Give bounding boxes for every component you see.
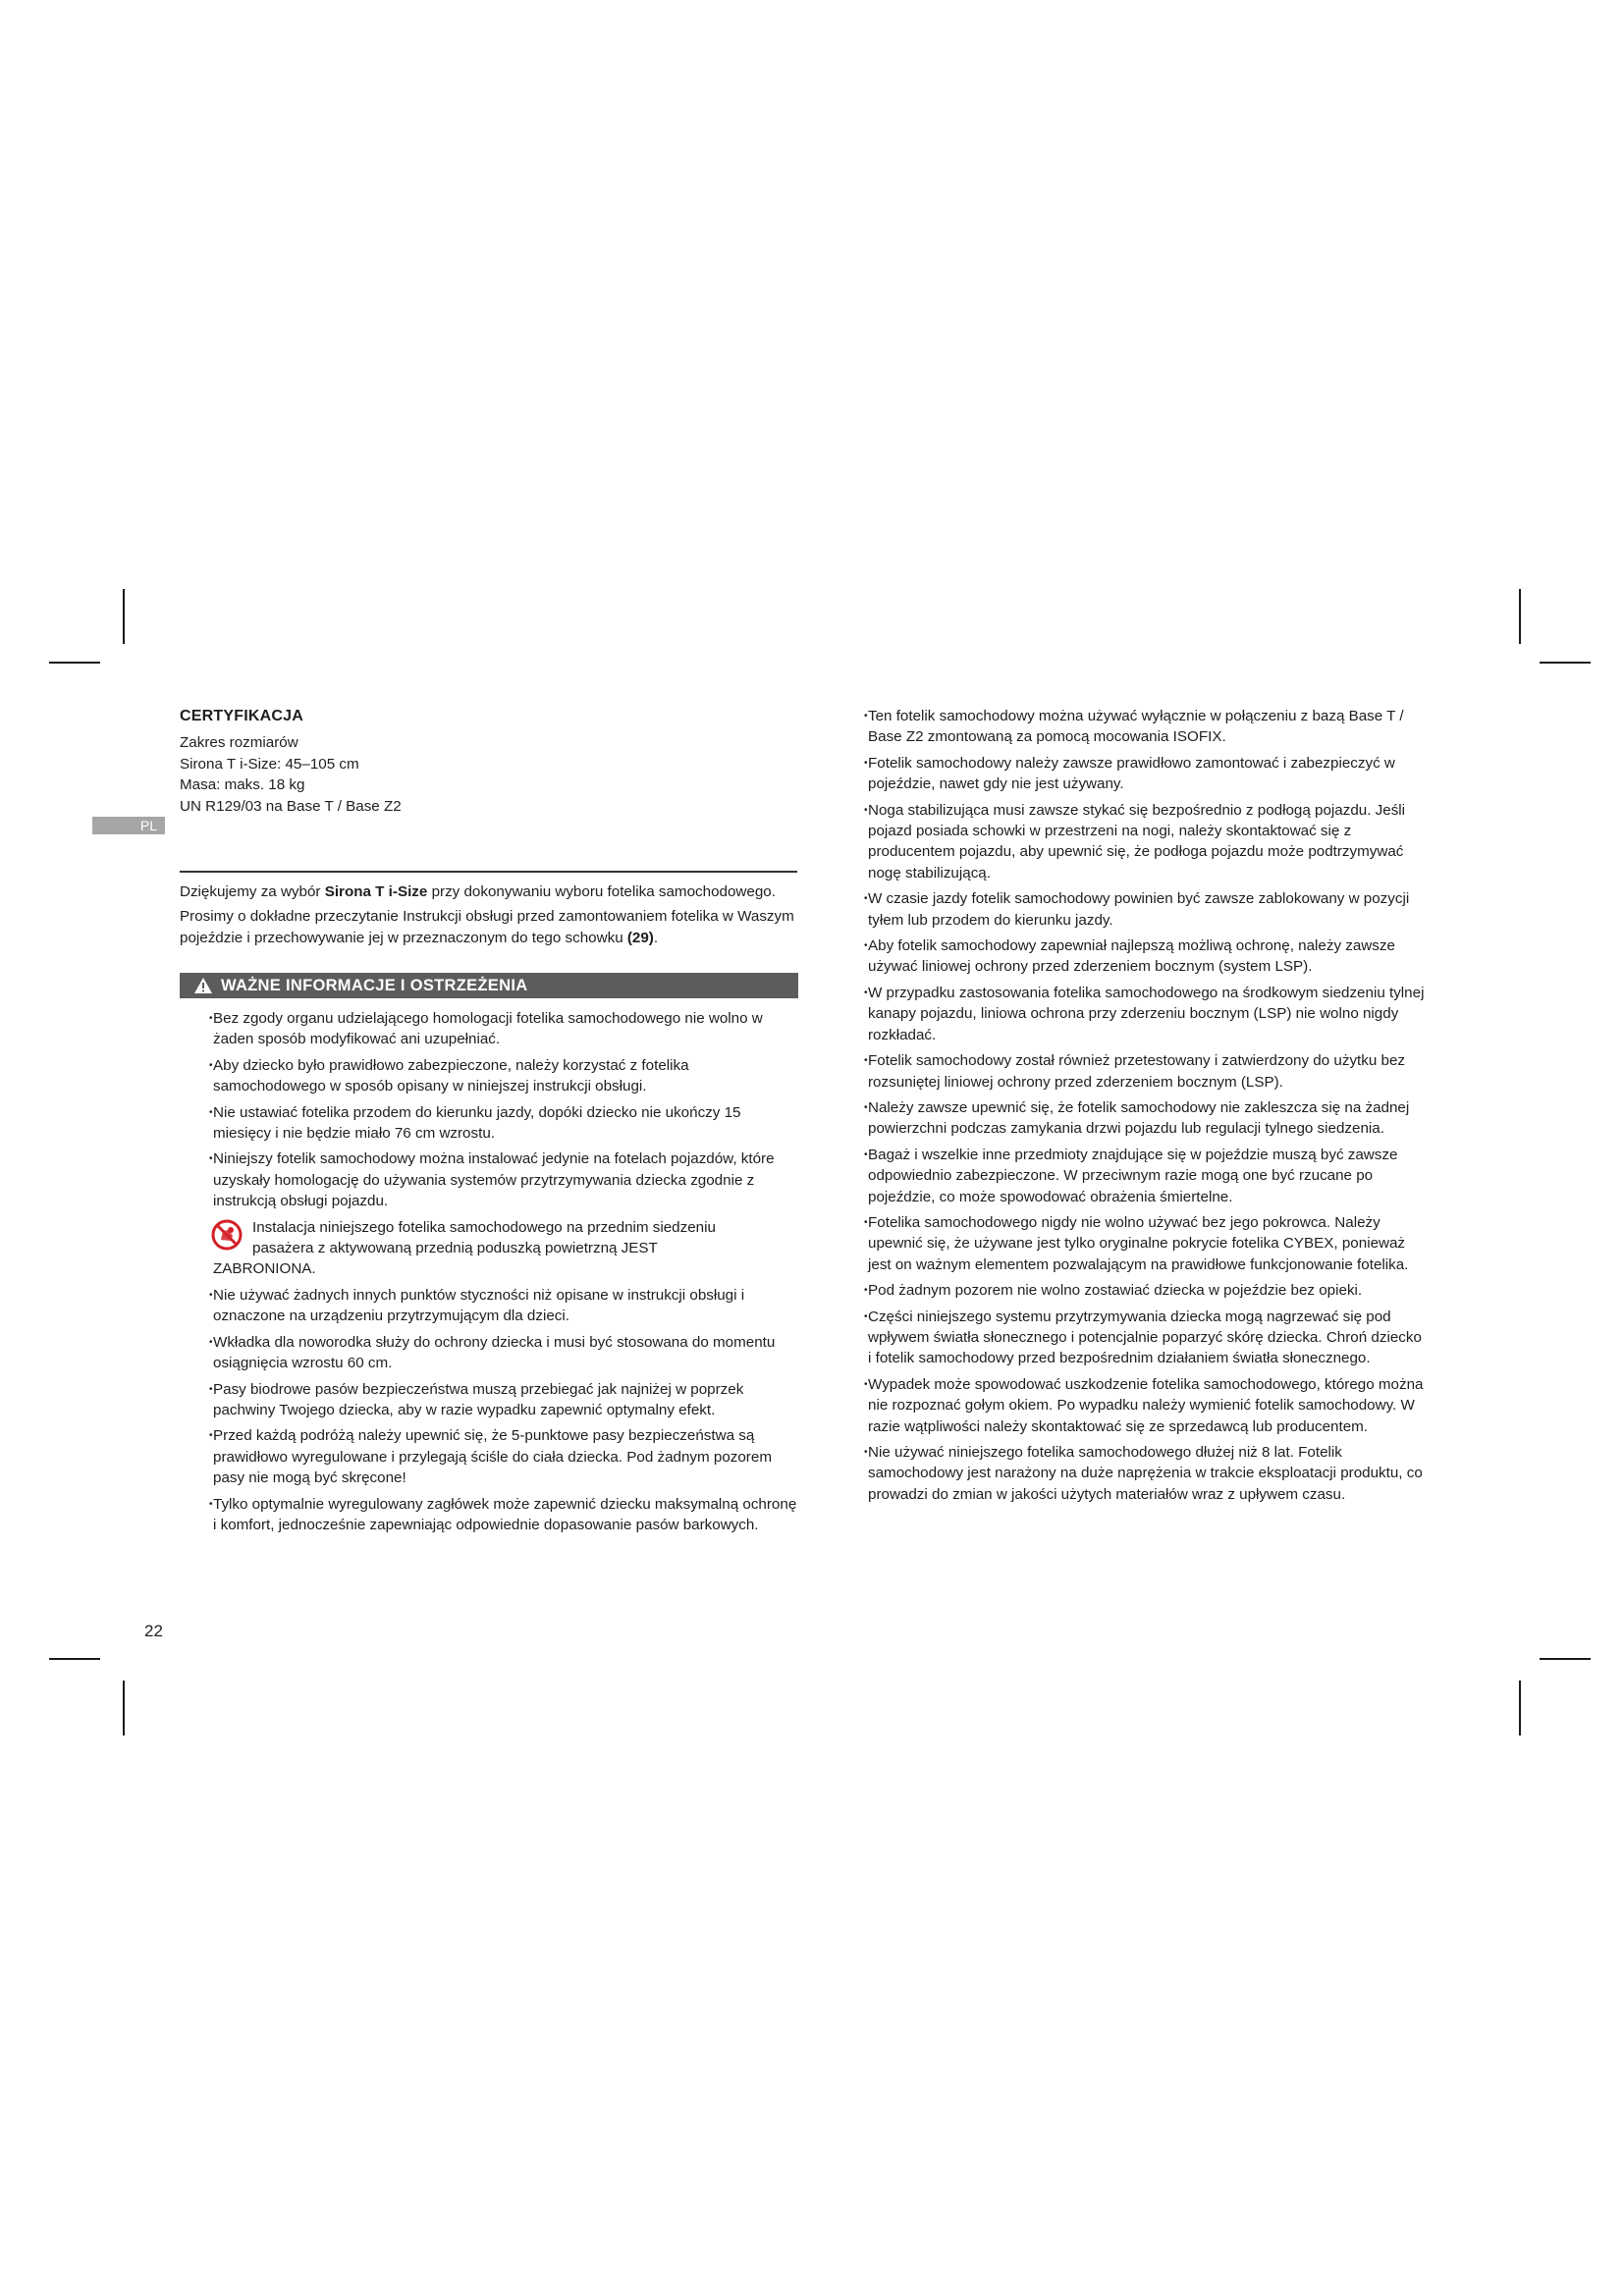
right-list [868,706,1426,1505]
list-item: • W czasie jazdy fotelik samochodowy powinien być zawsze zablokowany w pozycji tyłem lub przodem do kierunku jazdy. [868,888,1426,931]
warning-list-right [868,706,1426,1510]
no-airbag-icon [211,1219,243,1256]
list-item: • Wkładka dla noworodka służy do ochrony dziecka i musi być stosowana do momentu osiągnięcia wzrostu 60 cm. [213,1332,798,1374]
list-item: • Fotelika samochodowego nigdy nie wolno używać bez jego pokrowca. Należy upewnić się, że używane jest tylko oryginalne pokrycie fotelika CYBEX, ponieważ jest on ważnym elementem pozwalającym na prawidłowe funkcjonowanie fotelika. [868,1212,1426,1275]
list-item: • Aby fotelik samochodowy zapewniał najlepszą możliwą ochronę, należy zawsze używać liniowej ochrony przed zderzeniem bocznym (system LSP). [868,935,1426,978]
warning-header-label: WAŻNE INFORMACJE I OSTRZEŻENIA [221,977,528,994]
crop-mark [49,662,100,664]
list-item: • Bagaż i wszelkie inne przedmioty znajdujące się w pojeździe muszą być zawsze odpowiednio zabezpieczone. W przeciwnym razie mogą one być rzucane po pojeździe, co może spowodować obrażenia śmiertelne. [868,1145,1426,1207]
divider [180,871,797,873]
list-item: • Nie używać żadnych innych punktów styczności niż opisane w instrukcji obsługi i oznaczone na urządzeniu przytrzymującym dla dzieci. [213,1285,798,1327]
intro-text-span: Prosimy o dokładne przeczytanie Instrukcji obsługi przed zamontowaniem fotelika w Waszym pojeździe i przechowywanie jej w przeznaczonym do tego schowku [180,908,794,946]
certification-line: UN R129/03 na Base T / Base Z2 [180,797,402,815]
certification-line: Zakres rozmiarów [180,734,298,752]
list-item: • Tylko optymalnie wyregulowany zagłówek może zapewnić dziecku maksymalną ochronę i komfort, jednocześnie zapewniając odpowiednie dopasowanie pasów barkowych. [213,1494,798,1536]
list-item: • Bez zgody organu udzielającego homologacji fotelika samochodowego nie wolno w żaden sposób modyfikować ani uzupełniać. [213,1008,798,1050]
certification-line: Sirona T i-Size: 45–105 cm [180,755,359,773]
figure-reference: (29) [626,929,654,946]
intro-text [180,881,798,952]
intro-text-span: . [653,929,659,946]
crop-mark [1519,1681,1521,1735]
list-item: • Nie używać niniejszego fotelika samochodowego dłużej niż 8 lat. Fotelik samochodowy jest narażony na duże naprężenia w trakcie eksploatacji produktu, co prowadzi do zmian w jakości użytych materiałów wraz z upływem czasu. [868,1442,1426,1505]
intro-text-span: przy dokonywaniu wyboru fotelika samochodowego. [427,883,776,900]
language-tab: PL [92,817,165,834]
certification-title: CERTYFIKACJA [180,708,303,724]
crop-mark [49,1658,100,1660]
list-item: • Noga stabilizująca musi zawsze stykać się bezpośrednio z podłogą pojazdu. Jeśli pojazd posiada schowki w przestrzeni na nogi, należy skontaktować się z producentem pojazdu, aby upewnić się, że podłoga pojazdu może podtrzymywać nogę stabilizującą. [868,800,1426,884]
certification-block [180,706,798,817]
warning-list-left [213,1008,798,1540]
list-item: • Pod żadnym pozorem nie wolno zostawiać dziecka w pojeździe bez opieki. [868,1280,1426,1301]
intro-paragraph [180,906,798,948]
warning-header [180,973,798,998]
crop-mark [123,1681,125,1735]
airbag-warning-line: ZABRONIONA. [213,1260,316,1278]
intro-text-span: Dziękujemy za wybór [180,883,325,900]
product-name: Sirona T i-Size [324,883,428,900]
list-item: • Nie ustawiać fotelika przodem do kierunku jazdy, dopóki dziecko nie ukończy 15 miesięcy i nie będzie miało 76 cm wzrostu. [213,1102,798,1145]
list-item: • Fotelik samochodowy należy zawsze prawidłowo zamontować i zabezpieczyć w pojeździe, nawet gdy nie jest używany. [868,753,1426,795]
airbag-warning-line: pasażera z aktywowaną przednią poduszką powietrzną JEST [252,1240,658,1257]
warning-triangle-icon [193,977,213,994]
crop-mark [1540,1658,1591,1660]
page-number: 22 [144,1622,163,1640]
crop-mark [1519,589,1521,644]
intro-paragraph [180,881,798,902]
crop-mark [123,589,125,644]
list-item: • Pasy biodrowe pasów bezpieczeństwa muszą przebiegać jak najniżej w poprzek pachwiny Twojego dziecka, aby w razie wypadku zapewnić optymalny efekt. [213,1379,798,1421]
list-item: • Należy zawsze upewnić się, że fotelik samochodowy nie zakleszcza się na żadnej powierzchni podczas zamykania drzwi pojazdu lub regulacji tylnego siedzenia. [868,1097,1426,1140]
list-item: • Fotelik samochodowy został również przetestowany i zatwierdzony do użytku bez rozsuniętej liniowej ochrony przed zderzeniem bocznym (LSP). [868,1050,1426,1093]
crop-mark [1540,662,1591,664]
list-item: • Aby dziecko było prawidłowo zabezpieczone, należy korzystać z fotelika samochodowego w sposób opisany w niniejszej instrukcji obsługi. [213,1055,798,1097]
list-item: • Ten fotelik samochodowy można używać wyłącznie w połączeniu z bazą Base T / Base Z2 zmontowaną za pomocą mocowania ISOFIX. [868,706,1426,748]
list-item: • W przypadku zastosowania fotelika samochodowego na środkowym siedzeniu tylnej kanapy pojazdu, liniowa ochrona przy zderzeniu bocznym (LSP) nie wolno nigdy rozkładać. [868,983,1426,1045]
airbag-warning [213,1217,798,1280]
list-item: • Wypadek może spowodować uszkodzenie fotelika samochodowego, którego można nie rozpoznać gołym okiem. Po wypadku należy wymienić fotelik samochodowy. W razie wątpliwości należy skontaktować się ze sprzedawcą lub producentem. [868,1374,1426,1437]
airbag-warning-line: Instalacja niniejszego fotelika samochodowego na przednim siedzeniu [252,1218,716,1236]
list-item: • Części niniejszego systemu przytrzymywania dziecka mogą nagrzewać się pod wpływem światła słonecznego i potencjalnie poparzyć skórę dziecka. Chroń dziecko i fotelik samochodowy przed bezpośrednim działaniem światła słonecznego. [868,1307,1426,1369]
certification-line: Masa: maks. 18 kg [180,776,305,794]
list-item: • Przed każdą podróżą należy upewnić się, że 5-punktowe pasy bezpieczeństwa są prawidłowo wyregulowane i przylegają ściśle do ciała dziecka. Pod żadnym pozorem pasy nie mogą być skręcone! [213,1425,798,1488]
list-item: • Niniejszy fotelik samochodowy można instalować jedynie na fotelach pojazdów, które uzyskały homologację do używania systemów przytrzymywania dziecka zgodnie z instrukcją obsługi pojazdu. [213,1148,798,1211]
